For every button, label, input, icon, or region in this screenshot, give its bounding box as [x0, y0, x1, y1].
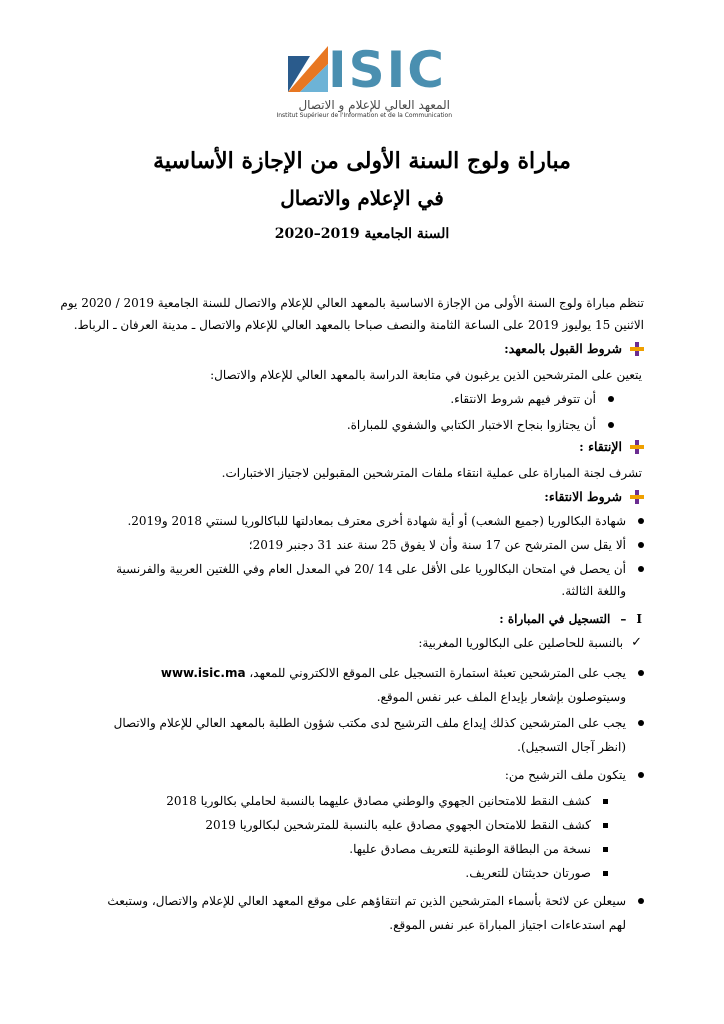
file-item: نسخة من البطاقة الوطنية للتعريف مصادق عليها.: [349, 838, 608, 860]
list-item: أن يجتازوا بنجاح الاختبار الكتابي والشفوي للمباراة.: [347, 414, 614, 436]
academic-year: السنة الجامعية 2019–2020: [274, 226, 450, 242]
section-number: I: [636, 612, 642, 626]
isic-logo: [276, 40, 452, 122]
logo-french-name: Institut Supérieur de l'Information et de la Communication: [276, 112, 452, 119]
bullet-plus-icon: [630, 490, 644, 504]
checkmark-icon: ✓: [631, 635, 642, 650]
selection-conditions-heading-row: [544, 486, 644, 508]
list-item: سيعلن عن لائحة بأسماء المترشحين الذين تم انتقاؤهم على موقع المعهد العالي للإعلام والاتصال، وستبعث: [107, 890, 644, 912]
section-dash: –: [620, 612, 627, 626]
selection-heading-row: [579, 436, 644, 458]
bullet-square-icon: [603, 799, 608, 804]
bullet-plus-icon: [630, 440, 644, 454]
bullet-dot-icon: [638, 898, 644, 904]
list-item: يجب على المترشحين كذلك إيداع ملف الترشيح لدى مكتب شؤون الطلبة بالمعهد العالي للإعلام والاتصال: [114, 712, 644, 734]
file-item: كشف النقط للامتحانين الجهوي والوطني مصادق عليهما بالنسبة لحاملي بكالوريا 2018: [166, 790, 608, 812]
list-item: يتكون ملف الترشيح من:: [505, 764, 644, 786]
bullet-dot-icon: [638, 542, 644, 548]
bullet-square-icon: [603, 823, 608, 828]
main-title: مباراة ولوج السنة الأولى من الإجازة الأساسية: [153, 148, 571, 174]
list-item-continuation: (انظر آجال التسجيل).: [517, 740, 626, 754]
registration-heading-row: [499, 608, 642, 630]
intro-line-2: الاثنين 15 يوليوز 2019 على الساعة الثامنة والنصف صباحا بالمعهد العالي للإعلام والاتصال ـ مدينة العرفان ـ الرباط.: [73, 318, 644, 332]
bullet-square-icon: [603, 847, 608, 852]
logo-text: ISIC: [328, 41, 446, 99]
list-item-continuation: وسيتوصلون بإشعار بإيداع الملف عبر نفس الموقع.: [376, 690, 626, 704]
list-item-continuation: واللغة الثالثة.: [561, 584, 626, 598]
moroccan-bac-label: بالنسبة للحاصلين على البكالوريا المغربية:: [418, 636, 624, 650]
logo-arabic-name: المعهد العالي للإعلام و الاتصال: [298, 98, 450, 112]
bullet-dot-icon: [638, 518, 644, 524]
bullet-dot-icon: [608, 396, 614, 402]
bullet-square-icon: [603, 871, 608, 876]
file-item: كشف النقط للامتحان الجهوي مصادق عليه بالنسبة للمترشحين لبكالوريا 2019: [205, 814, 608, 836]
moroccan-bac-row: [418, 632, 642, 654]
list-item: أن تتوفر فيهم شروط الانتقاء.: [450, 388, 614, 410]
selection-heading: الإنتقاء :: [579, 439, 622, 454]
intro-paragraph: [44, 292, 644, 336]
admission-heading: شروط القبول بالمعهد:: [504, 341, 622, 356]
list-item-continuation: لهم استدعاءات اجتياز المباراة عبر نفس الموقع.: [389, 918, 626, 932]
list-item: شهادة البكالوريا (جميع الشعب) أو أية شهادة أخرى معترف بمعادلتها للباكالوريا لسنتي 2018 و2019.: [127, 510, 644, 532]
list-item: أن يحصل في امتحان البكالوريا على الأقل على 14 /20 في المعدل العام وفي اللغتين العربية والفرنسية: [116, 558, 644, 580]
selection-conditions-heading: شروط الانتقاء:: [544, 489, 622, 504]
registration-heading: التسجيل في المباراة :: [499, 612, 611, 626]
list-item: ألا يقل سن المترشح عن 17 سنة وأن لا يفوق 25 سنة عند 31 دجنبر 2019؛: [249, 534, 644, 556]
website-link[interactable]: www.isic.ma: [160, 666, 246, 680]
bullet-dot-icon: [638, 670, 644, 676]
bullet-plus-icon: [630, 342, 644, 356]
file-item: صورتان حديثتان للتعريف.: [465, 862, 608, 884]
admission-heading-row: [504, 338, 644, 360]
logo-mark-icon: [288, 46, 328, 92]
intro-line-1: تنظم مباراة ولوج السنة الأولى من الإجازة الاساسية بالمعهد العالي للإعلام والاتصال للسنة الجامعية 2019 / 2020 يوم: [60, 296, 644, 310]
bullet-dot-icon: [638, 566, 644, 572]
bullet-dot-icon: [638, 720, 644, 726]
sub-title: في الإعلام والاتصال: [280, 186, 444, 210]
admission-lead: يتعين على المترشحين الذين يرغبون في متابعة الدراسة بالمعهد العالي للإعلام والاتصال:: [210, 368, 642, 382]
bullet-dot-icon: [638, 772, 644, 778]
selection-text: تشرف لجنة المباراة على عملية انتقاء ملفات المترشحين المقبولين لاجتياز الاختبارات.: [221, 466, 642, 480]
bullet-dot-icon: [608, 422, 614, 428]
list-item: يجب على المترشحين تعبئة استمارة التسجيل على الموقع الالكتروني للمعهد، www.isic.ma: [161, 662, 644, 684]
